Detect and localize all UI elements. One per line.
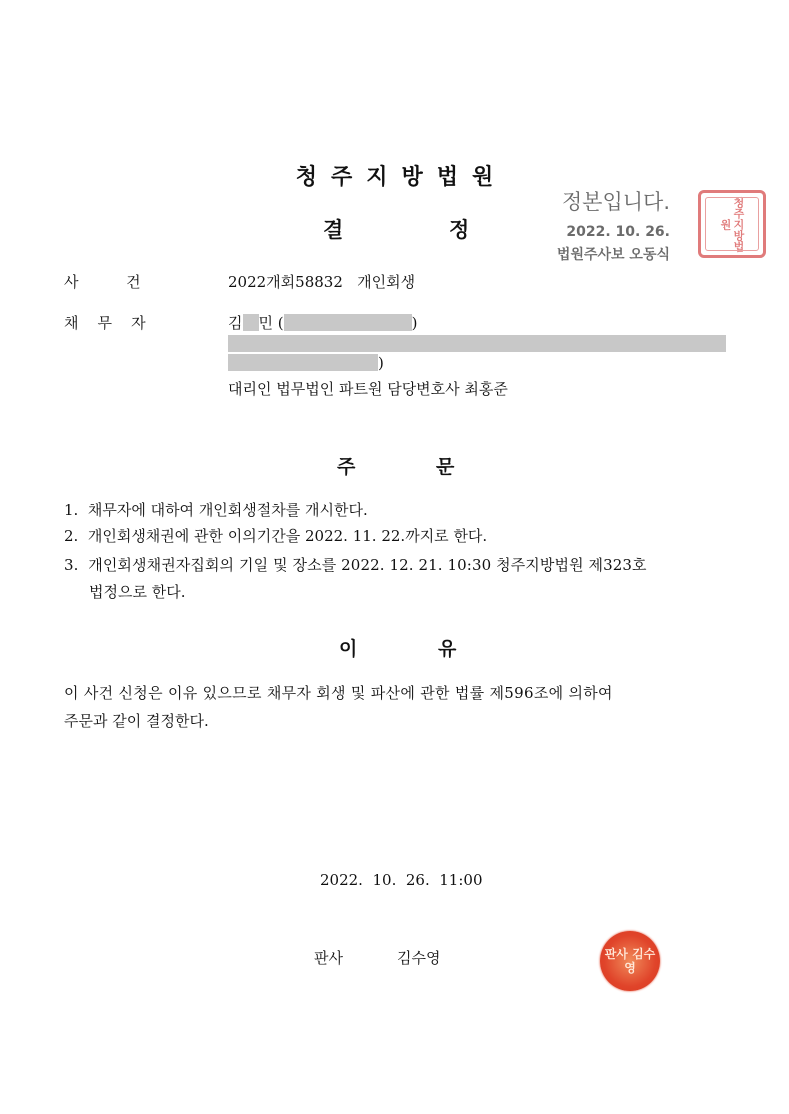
debtor-label: 채 무 자 xyxy=(64,314,146,332)
order-item-1: 1. 채무자에 대하여 개인회생절차를 개시한다. xyxy=(64,501,368,519)
order-item-2: 2. 개인회생채권에 관한 이의기간을 2022. 11. 22.까지로 한다. xyxy=(64,527,488,545)
decision-datetime: 2022. 10. 26. 11:00 xyxy=(320,871,483,889)
address-paren-close: ) xyxy=(378,354,384,372)
redacted-id xyxy=(284,314,412,331)
certified-copy-title: 정본입니다. xyxy=(561,190,670,214)
case-label: 사 건 xyxy=(64,273,141,291)
reason-title-right: 유 xyxy=(438,638,457,660)
redacted-address-2 xyxy=(228,354,378,371)
certified-copy-clerk: 법원주사보 오동식 xyxy=(556,247,670,263)
debtor-name-rest: 민 ( xyxy=(258,314,284,332)
redacted-name-part xyxy=(243,314,259,331)
reason-title-left: 이 xyxy=(339,638,358,660)
order-item-3: 3. 개인회생채권자집회의 기일 및 장소를 2022. 12. 21. 10:30 청주지방법원 제323호 xyxy=(64,556,647,574)
judge-seal-stamp xyxy=(600,931,660,991)
debtor-line xyxy=(228,312,417,333)
debtor-name-first: 김 xyxy=(228,314,243,332)
judge-label: 판사 xyxy=(314,949,343,967)
order-title-left: 주 xyxy=(337,456,356,478)
doc-type-left: 결 xyxy=(323,218,344,242)
court-seal-stamp xyxy=(698,190,766,258)
case-number: 2022개회58832 개인회생 xyxy=(228,273,416,291)
order-item-3-continued: 법정으로 한다. xyxy=(89,583,186,601)
doc-type-right: 정 xyxy=(449,218,470,242)
agent-line: 대리인 법무법인 파트원 담당변호사 최홍준 xyxy=(228,380,508,398)
certified-copy-date: 2022. 10. 26. xyxy=(566,224,670,240)
reason-line-2: 주문과 같이 결정한다. xyxy=(64,712,209,730)
reason-line-1: 이 사건 신청은 이유 있으므로 채무자 회생 및 파산에 관한 법률 제596조에 의하여 xyxy=(64,684,613,702)
judge-name: 김수영 xyxy=(397,949,441,967)
judge-seal-text: 판사 김수영 xyxy=(604,947,656,975)
court-seal-text: 청주지방법원 xyxy=(719,196,745,252)
redacted-address xyxy=(228,335,726,352)
debtor-address-end xyxy=(228,354,384,372)
court-name: 청주지방법원 xyxy=(295,165,508,190)
order-title-right: 문 xyxy=(436,456,455,478)
debtor-paren-close: ) xyxy=(411,314,418,332)
